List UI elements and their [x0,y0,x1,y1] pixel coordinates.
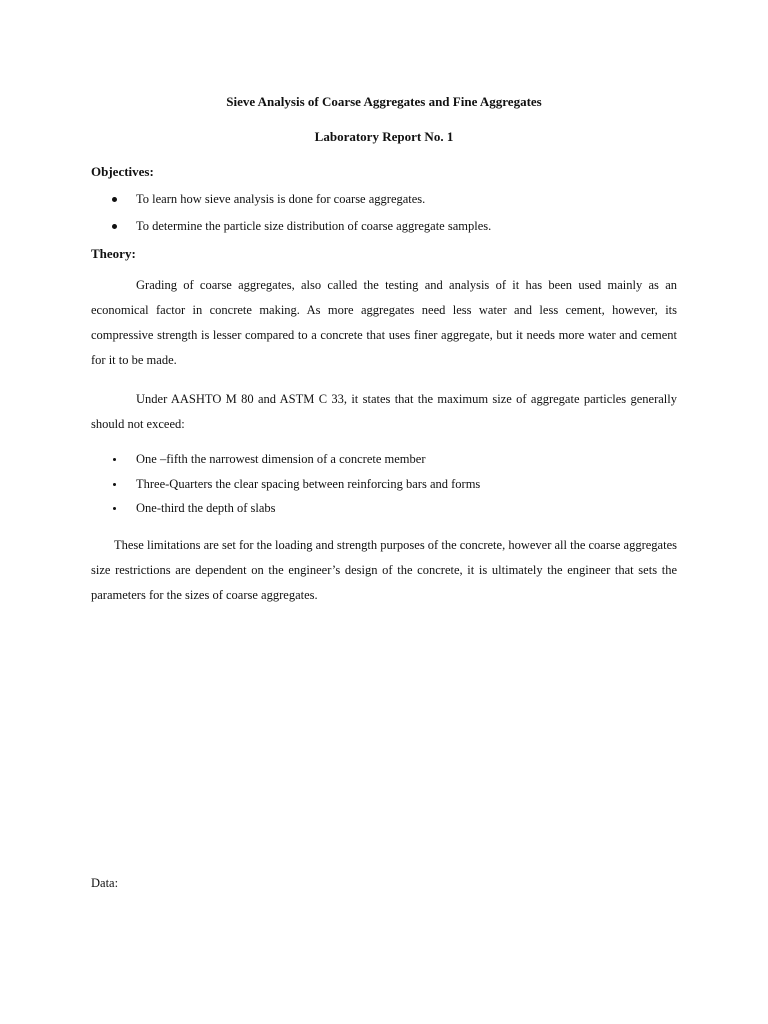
theory-paragraph-1: Grading of coarse aggregates, also called the testing and analysis of it has been used mainly as an economical factor in concrete making. As more aggregates need less water and less cement, however, its compressive strength is lesser compared to a concrete that uses finer aggregate, but it needs more water and cement for it to be made. [91,278,677,367]
theory-heading: Theory: [91,246,136,261]
objectives-heading: Objectives: [91,164,154,179]
size-limit-text: One –fifth the narrowest dimension of a concrete member [136,452,426,466]
size-limit-item [91,496,677,521]
objectives-list [91,191,677,235]
bullet-icon [112,197,117,202]
bullet-icon [113,507,116,510]
bullet-icon [113,483,116,486]
theory-paragraph-2: Under AASHTO M 80 and ASTM C 33, it states that the maximum size of aggregate particles generally should not exceed: [91,392,677,431]
theory-paragraph-3: These limitations are set for the loading and strength purposes of the concrete, however all the coarse aggregates size restrictions are dependent on the engineer’s design of the concrete, it is ultimately the engineer that sets the parameters for the sizes of coarse aggregates. [91,537,677,602]
bullet-icon [112,224,117,229]
size-limit-item [91,472,677,497]
bullet-icon [113,458,116,461]
document-subtitle: Laboratory Report No. 1 [314,129,454,144]
data-label: Data: [91,876,119,890]
objective-item [91,218,677,235]
document-title: Sieve Analysis of Coarse Aggregates and Fine Aggregates [226,94,542,109]
size-limit-text: One-third the depth of slabs [136,501,276,515]
objective-item [91,191,677,208]
objective-text: To learn how sieve analysis is done for coarse aggregates. [136,192,426,206]
size-limit-item [91,447,677,472]
document-body [91,93,677,608]
size-limit-text: Three-Quarters the clear spacing between reinforcing bars and forms [136,476,481,491]
size-limits-list [91,447,677,521]
objective-text: To determine the particle size distribution of coarse aggregate samples. [136,219,492,233]
